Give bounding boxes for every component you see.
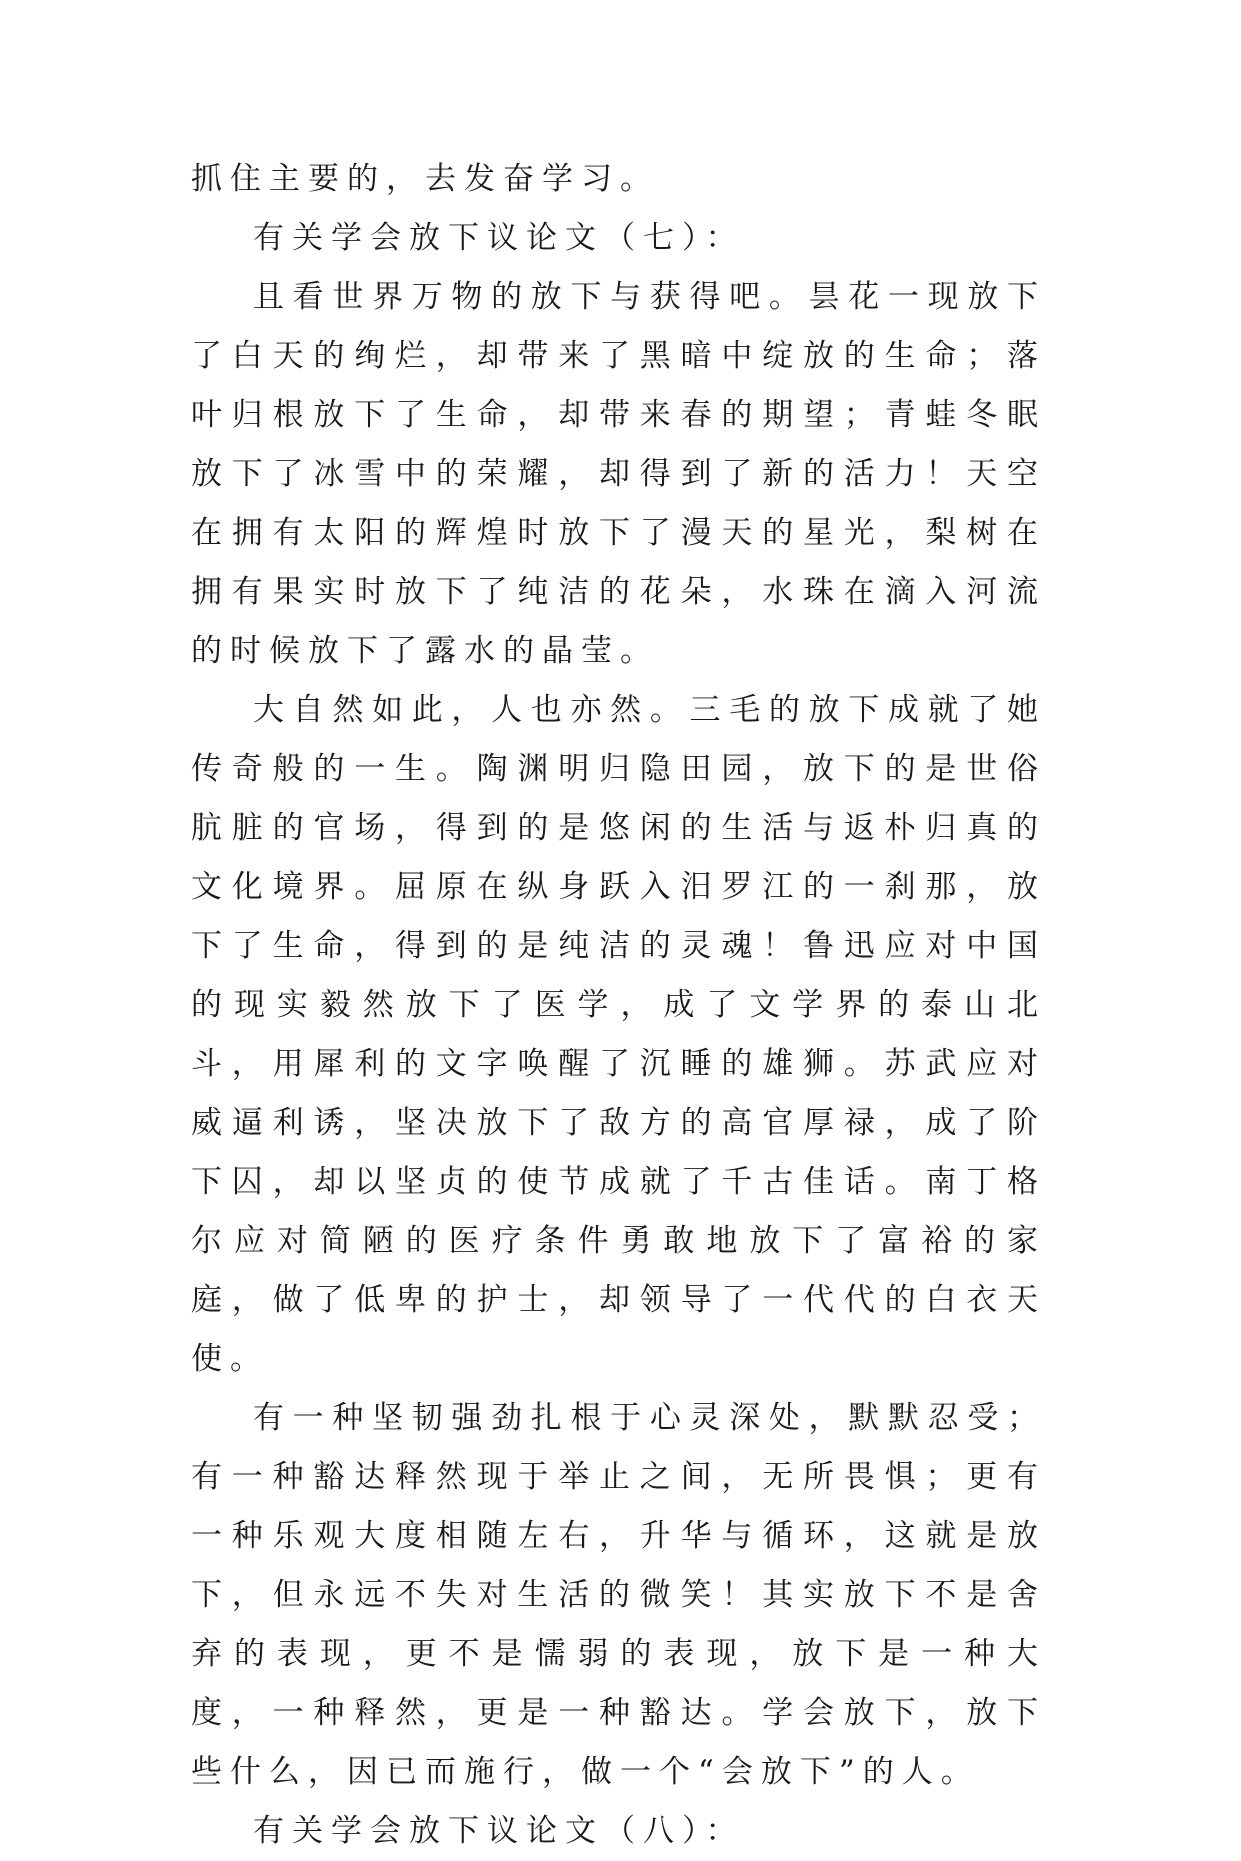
paragraph-continuation: 抓住主要的，去发奋学习。 [191, 161, 659, 197]
paragraph-nature: 且看世界万物的放下与获得吧。昙花一现放下了白天的绚烂，却带来了黑暗中绽放的生命；落叶归根放下了生命，却带来春的期望；青蛙冬眠放下了冰雪中的荣耀，却得到了新的活力！天空在拥有太阳的辉煌时放下了漫天的星光，梨树在拥有果实时放下了纯洁的花朵，水珠在滴入河流的时候放下了露水的晶莹。 [191, 279, 1046, 669]
paragraph-people: 大自然如此，人也亦然。三毛的放下成就了她传奇般的一生。陶渊明归隐田园，放下的是世俗肮脏的官场，得到的是悠闲的生活与返朴归真的文化境界。屈原在纵身跃入汨罗江的一刹那，放下了生命，得到的是纯洁的灵魂！鲁迅应对中国的现实毅然放下了医学，成了文学界的泰山北斗，用犀利的文字唤醒了沉睡的雄狮。苏武应对威逼利诱，坚决放下了敌方的高官厚禄，成了阶下囚，却以坚贞的使节成就了千古佳话。南丁格尔应对简陋的医疗条件勇敢地放下了富裕的家庭，做了低卑的护士，却领导了一代代的白衣天使。 [191, 692, 1046, 1377]
section-heading-eight: 有关学会放下议论文（八）： [253, 1813, 745, 1849]
section-heading-seven: 有关学会放下议论文（七）： [253, 220, 745, 256]
paragraph-conclusion: 有一种坚韧强劲扎根于心灵深处，默默忍受；有一种豁达释然现于举止之间，无所畏惧；更有一种乐观大度相随左右，升华与循环，这就是放下，但永远不失对生活的微笑！其实放下不是舍弃的表现，更不是懦弱的表现，放下是一种大度，一种释然，更是一种豁达。学会放下，放下些什么，因已而施行，做一个“会放下”的人。 [191, 1400, 1046, 1790]
document-body [191, 150, 1046, 1861]
